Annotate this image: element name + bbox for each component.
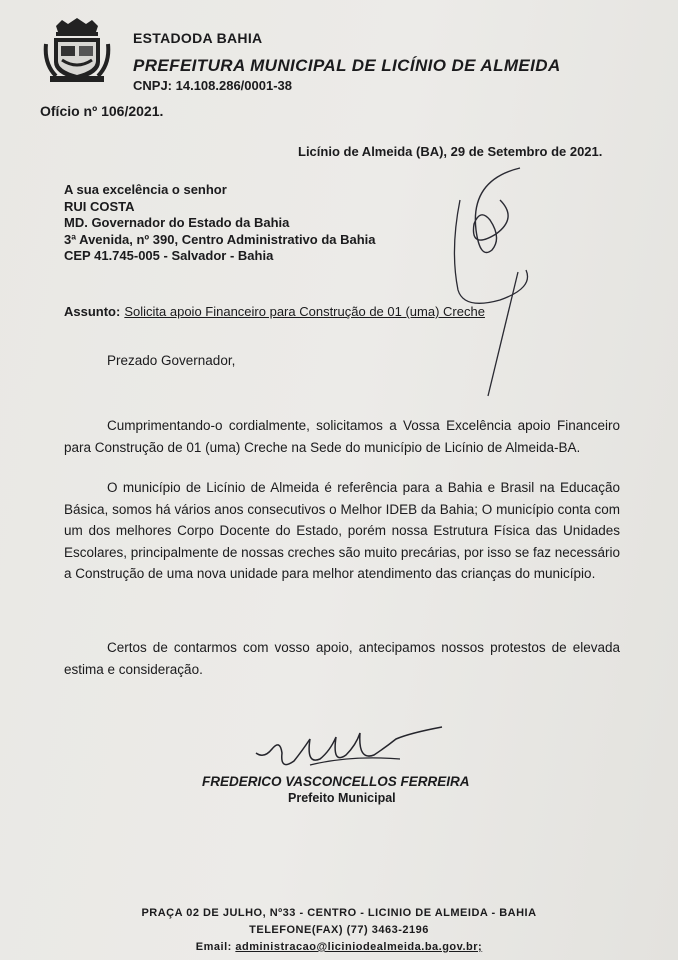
body-paragraph — [64, 637, 620, 680]
paragraph-text: Certos de contarmos com vosso apoio, antecipamos nossos protestos de elevada estima e consideração. — [64, 640, 620, 677]
signer-name: FREDERICO VASCONCELLOS FERREIRA — [202, 774, 470, 789]
greeting: Prezado Governador, — [107, 353, 236, 368]
recipient-title: MD. Governador do Estado da Bahia — [64, 215, 290, 230]
header-prefecture: PREFEITURA MUNICIPAL DE LICÍNIO DE ALMEIDA — [133, 56, 561, 75]
footer-email-link[interactable]: administracao@liciniodealmeida.ba.gov.br; — [235, 941, 483, 953]
recipient-block — [64, 182, 376, 265]
signer-title: Prefeito Municipal — [288, 791, 396, 805]
municipal-crest-icon — [42, 14, 112, 84]
subject-label: Assunto: — [64, 304, 121, 319]
footer-email-line — [0, 941, 678, 953]
paragraph-text: Cumprimentando-o cordialmente, solicitamos a Vossa Excelência apoio Financeiro para Construção de 01 (uma) Creche na Sede do município de Licínio de Almeida-BA. — [64, 418, 620, 455]
letter-date: Licínio de Almeida (BA), 29 de Setembro de 2021. — [298, 144, 603, 159]
header-cnpj: CNPJ: 14.108.286/0001-38 — [133, 78, 293, 93]
footer-email-label: Email: — [195, 941, 232, 953]
letter-number: Ofício nº 106/2021. — [40, 103, 164, 119]
body-paragraph — [64, 477, 620, 585]
recipient-cep: CEP 41.745-005 - Salvador - Bahia — [64, 248, 274, 263]
footer-phone: TELEFONE(FAX) (77) 3463-2196 — [249, 924, 429, 936]
recipient-address: 3ª Avenida, nº 390, Centro Administrativo da Bahia — [64, 231, 376, 247]
handwritten-mark-icon — [430, 160, 550, 400]
recipient-salutation: A sua excelência o senhor — [64, 182, 227, 197]
header-state: ESTADODA BAHIA — [133, 30, 263, 46]
footer-address: PRAÇA 02 DE JULHO, Nº33 - CENTRO - LICINIO DE ALMEIDA - BAHIA — [141, 907, 537, 919]
recipient-name: RUI COSTA — [64, 198, 135, 214]
body-paragraph — [64, 415, 620, 458]
subject-line — [64, 304, 485, 319]
paragraph-text: O município de Licínio de Almeida é referência para a Bahia e Brasil na Educação Básica, somos há vários anos consecutivos o Melhor IDEB da Bahia; O município conta com um dos melhores Corpo Docente do Estado, porém nossa Estrutura Física das Unidades Escolares, principalmente de nossas creches são muito precárias, por isso se faz necessário a Construção de uma nova unidade para melhor atendimento das crianças do município. — [64, 480, 621, 581]
subject-text: Solicita apoio Financeiro para Construção de 01 (uma) Creche — [124, 304, 485, 319]
